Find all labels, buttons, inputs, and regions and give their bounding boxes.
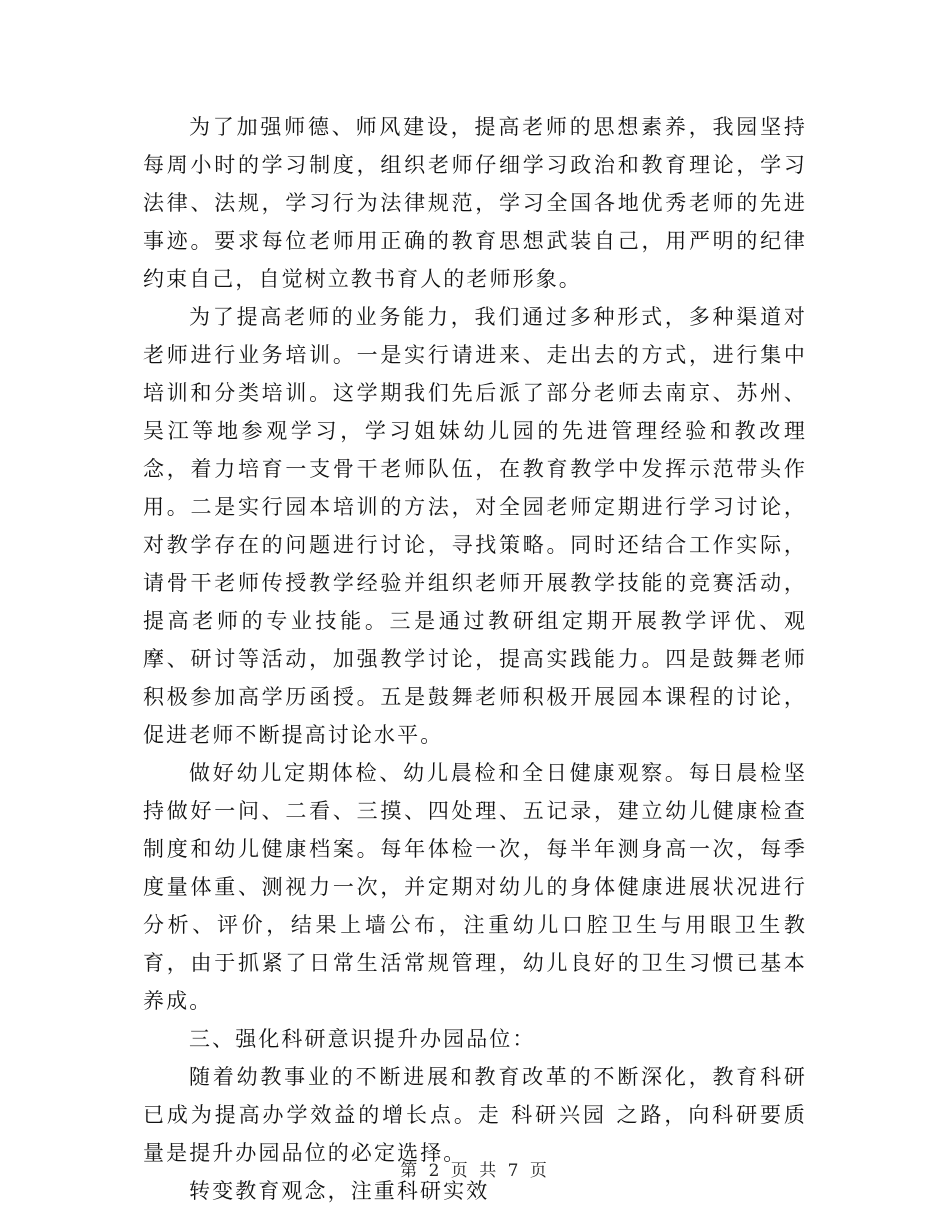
document-body bbox=[143, 108, 807, 1210]
page-number-footer: 第 2 页 共 7 页 bbox=[400, 1161, 550, 1181]
paragraph-teacher-training: 为了提高老师的业务能力，我们通过多种形式，多种渠道对老师进行业务培训。一是实行请进来、走出去的方式，进行集中培训和分类培训。这学期我们先后派了部分老师去南京、苏州、吴江等地参观学习，学习姐妹幼儿园的先进管理经验和教改理念，着力培育一支骨干老师队伍，在教育教学中发挥示范带头作用。二是实行园本培训的方法，对全园老师定期进行学习讨论，对教学存在的问题进行讨论，寻找策略。同时还结合工作实际，请骨干老师传授教学经验并组织老师开展教学技能的竞赛活动，提高老师的专业技能。三是通过教研组定期开展教学评优、观摩、研讨等活动，加强教学讨论，提高实践能力。四是鼓舞老师积极参加高学历函授。五是鼓舞老师积极开展园本课程的讨论，促进老师不断提高讨论水平。 bbox=[143, 305, 807, 747]
section-heading-research: 三、强化科研意识提升办园品位： bbox=[189, 1027, 536, 1051]
subheading-research-effectiveness: 转变教育观念，注重科研实效 bbox=[189, 1179, 490, 1203]
paragraph-research-intro: 随着幼教事业的不断进展和教育改革的不断深化，教育科研已成为提高办学效益的增长点。走 科研兴园 之路，向科研要质量是提升办园品位的必定选择。 bbox=[143, 1065, 807, 1165]
paragraph-teacher-ethics: 为了加强师德、师风建设，提高老师的思想素养，我园坚持每周小时的学习制度，组织老师仔细学习政治和教育理论，学习法律、法规，学习行为法律规范，学习全国各地优秀老师的先进事迹。要求每位老师用正确的教育思想武装自己，用严明的纪律约束自己，自觉树立教书育人的老师形象。 bbox=[143, 115, 807, 291]
paragraph-health-checks: 做好幼儿定期体检、幼儿晨检和全日健康观察。每日晨检坚持做好一问、二看、三摸、四处理、五记录，建立幼儿健康检查制度和幼儿健康档案。每年体检一次，每半年测身高一次，每季度量体重、测视力一次，并定期对幼儿的身体健康进展状况进行分析、评价，结果上墙公布，注重幼儿口腔卫生与用眼卫生教育，由于抓紧了日常生活常规管理，幼儿良好的卫生习惯已基本养成。 bbox=[143, 761, 807, 1013]
